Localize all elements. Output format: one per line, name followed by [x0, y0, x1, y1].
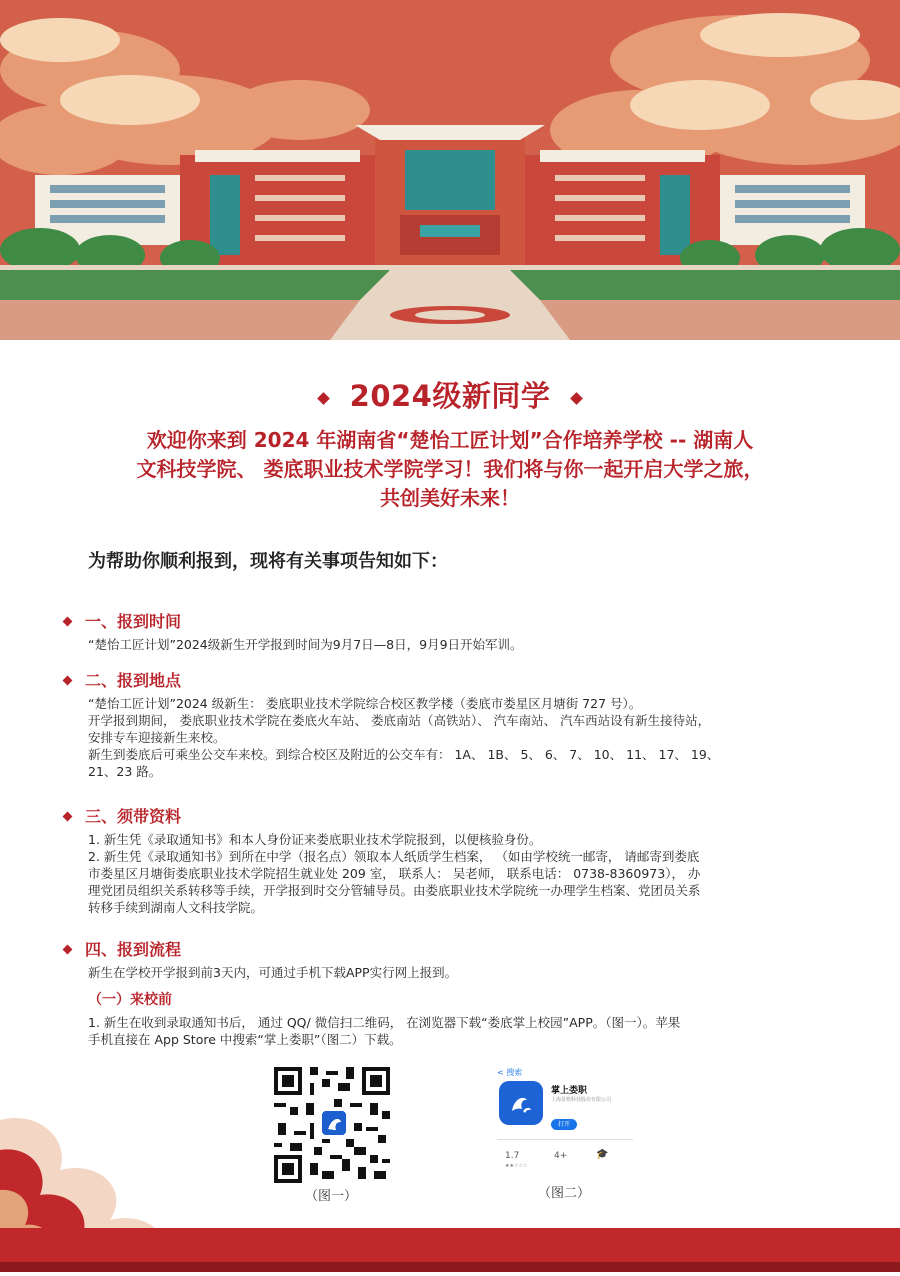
- swan-logo-icon: [499, 1081, 543, 1125]
- hero-campus-illustration: [0, 0, 900, 340]
- welcome-line: 共创美好未来！: [380, 486, 520, 510]
- diamond-icon: [570, 392, 583, 405]
- diamond-bullet-icon: [63, 812, 73, 822]
- text-line: “楚怡工匠计划”2024 级新生： 娄底职业技术学院综合校区教学楼（娄底市娄星区月塘街 727 号）。: [88, 696, 642, 711]
- rating-stars-icon: ★★☆☆☆: [505, 1163, 528, 1169]
- section-body-process: [88, 964, 828, 981]
- text-line: 1. 新生在收到录取通知书后， 通过 QQ/ 微信扫二维码， 在浏览器下载“娄底掌上校园”APP。（图一）。苹果: [88, 1015, 681, 1030]
- welcome-line: 欢迎你来到 2024 年湖南省“楚怡工匠计划”合作培养学校 -- 湖南人: [146, 428, 754, 452]
- figure-2-caption: （图二）: [538, 1186, 591, 1201]
- text-line: 1. 新生凭《录取通知书》和本人身份证来娄底职业技术学院报到，以便核验身份。: [88, 832, 542, 847]
- text-line: 2. 新生凭《录取通知书》到所在中学（报名点）领取本人纸质学生档案， （如由学校统一邮寄， 请邮寄到娄底: [88, 849, 700, 864]
- text-line: 市娄星区月塘街娄底职业技术学院招生就业处 209 室， 联系人： 吴老师， 联系电话： 0738-8360973）， 办: [88, 866, 701, 881]
- figure-1-caption: （图一）: [305, 1189, 358, 1204]
- title-row: [0, 374, 900, 415]
- footer-band-dark: [0, 1262, 900, 1272]
- text-line: 理党团员组织关系转移等手续，开学报到时交分管辅导员。由娄底职业技术学院统一办理学生档案、党团员关系: [88, 883, 701, 898]
- section-title: 三、须带资料: [85, 807, 182, 826]
- section-heading-location: [64, 668, 181, 691]
- text-line: 开学报到期间， 娄底职业技术学院在娄底火车站、 娄底南站（高铁站）、 汽车南站、 汽车西站设有新生接待站，: [88, 713, 711, 728]
- open-app-button[interactable]: 打开: [551, 1119, 577, 1130]
- back-search-link[interactable]: < 搜索: [497, 1068, 523, 1077]
- text-line: 转移手续到湖南人文科技学院。: [88, 900, 264, 915]
- section-title: 四、报到流程: [85, 940, 182, 959]
- app-store-screenshot: [495, 1065, 635, 1177]
- app-developer: 上海景格科技股份有限公司: [551, 1097, 612, 1103]
- diamond-bullet-icon: [63, 617, 73, 627]
- app-age-rating: 4+: [554, 1151, 568, 1161]
- text-line: 安排专车迎接新生来校。: [88, 730, 226, 745]
- text-line: “楚怡工匠计划”2024级新生开学报到时间为9月7日—8日，9月9日开始军训。: [88, 637, 523, 652]
- section-body-materials: [88, 831, 828, 916]
- subsection-heading: （一）来校前: [88, 992, 172, 1008]
- section-heading-time: [64, 609, 181, 632]
- app-name: 掌上娄职: [551, 1086, 588, 1096]
- text-line: 21、23 路。: [88, 764, 162, 779]
- qr-code-image: [274, 1067, 390, 1183]
- section-heading-materials: [64, 804, 181, 827]
- text-line: 手机直接在 App Store 中搜索“掌上娄职”（图二）下载。: [88, 1032, 402, 1047]
- diamond-icon: [317, 392, 330, 405]
- intro-text: 为帮助你顺利报到，现将有关事项告知如下：: [88, 551, 448, 572]
- text-line: 新生到娄底后可乘坐公交车来校。到综合校区及附近的公交车有： 1A、 1B、 5、 6、 7、 10、 11、 17、 19、: [88, 747, 720, 762]
- section-heading-process: [64, 937, 181, 960]
- diamond-bullet-icon: [63, 676, 73, 686]
- diamond-bullet-icon: [63, 945, 73, 955]
- subsection-body: [88, 1014, 828, 1048]
- app-rating: 1.7: [505, 1151, 520, 1161]
- section-title: 二、报到地点: [85, 671, 182, 690]
- welcome-message: [70, 426, 830, 513]
- page-title: 2024级新同学: [349, 379, 551, 413]
- section-body-time: [88, 636, 828, 653]
- graduation-cap-icon: 🎓: [596, 1149, 609, 1160]
- text-line: 新生在学校开学报到前3天内，可通过手机下载APP实行网上报到。: [88, 965, 458, 980]
- section-title: 一、报到时间: [85, 612, 182, 631]
- section-body-location: [88, 695, 828, 780]
- divider: [497, 1139, 633, 1140]
- welcome-line: 文科技学院、 娄底职业技术学院学习！我们将与你一起开启大学之旅，: [136, 457, 764, 481]
